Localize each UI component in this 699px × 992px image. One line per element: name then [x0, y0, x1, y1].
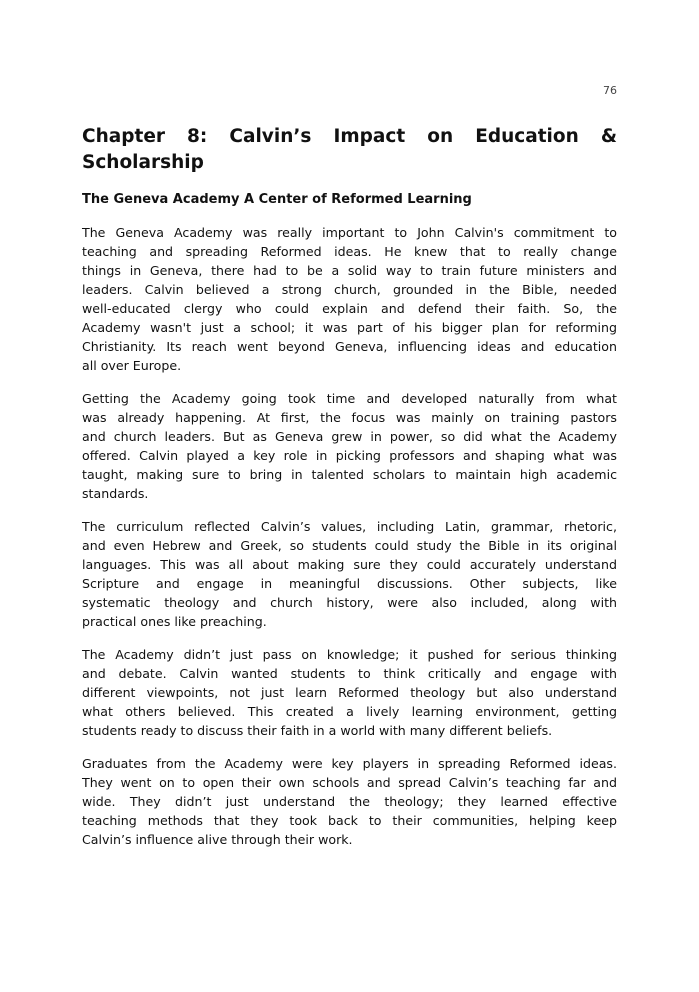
paragraph-line: offered. Calvin played a key role in picking professors and shaping what was: [82, 448, 617, 463]
paragraph: [82, 754, 617, 849]
paragraph-line: The curriculum reflected Calvin’s values, including Latin, grammar, rhetoric,: [82, 519, 617, 534]
paragraph: [82, 645, 617, 740]
paragraph-line: Calvin’s influence alive through their work.: [82, 832, 353, 847]
chapter-title-line: Scholarship: [82, 152, 204, 173]
paragraph-line: They went on to open their own schools and spread Calvin’s teaching far and: [82, 775, 617, 790]
paragraph: [82, 389, 617, 503]
chapter-title: [82, 124, 617, 176]
paragraph-line: teaching methods that they took back to their communities, helping keep: [82, 813, 617, 828]
paragraph-line: Academy wasn't just a school; it was part of his bigger plan for reforming: [82, 320, 617, 335]
paragraph-line: teaching and spreading Reformed ideas. He knew that to really change: [82, 244, 617, 259]
paragraph-line: taught, making sure to bring in talented scholars to maintain high academic: [82, 467, 617, 482]
paragraph: [82, 223, 617, 375]
paragraph: [82, 517, 617, 631]
paragraph-line: standards.: [82, 486, 149, 501]
chapter-title-line: Chapter 8: Calvin’s Impact on Education &: [82, 126, 617, 147]
paragraph-line: things in Geneva, there had to be a solid way to train future ministers and: [82, 263, 617, 278]
paragraph-line: languages. This was all about making sure they could accurately understand: [82, 557, 617, 572]
paragraph-line: leaders. Calvin believed a strong church, grounded in the Bible, needed: [82, 282, 617, 297]
paragraph-line: and debate. Calvin wanted students to think critically and engage with: [82, 666, 617, 681]
paragraph-line: practical ones like preaching.: [82, 614, 267, 629]
paragraph-line: Christianity. Its reach went beyond Geneva, influencing ideas and education: [82, 339, 617, 354]
page-number: 76: [603, 84, 617, 97]
section-title: The Geneva Academy A Center of Reformed Learning: [82, 192, 472, 207]
paragraph-line: well-educated clergy who could explain and defend their faith. So, the: [82, 301, 617, 316]
page-content: [82, 124, 617, 849]
paragraph-line: Getting the Academy going took time and developed naturally from what: [82, 391, 617, 406]
paragraph-line: different viewpoints, not just learn Reformed theology but also understand: [82, 685, 617, 700]
paragraph-line: students ready to discuss their faith in a world with many different beliefs.: [82, 723, 553, 738]
paragraph-line: The Geneva Academy was really important to John Calvin's commitment to: [82, 225, 617, 240]
paragraph-line: The Academy didn’t just pass on knowledge; it pushed for serious thinking: [82, 647, 617, 662]
paragraph-line: all over Europe.: [82, 358, 182, 373]
paragraph-line: wide. They didn’t just understand the theology; they learned effective: [82, 794, 617, 809]
paragraph-line: Graduates from the Academy were key players in spreading Reformed ideas.: [82, 756, 617, 771]
paragraph-line: was already happening. At first, the focus was mainly on training pastors: [82, 410, 617, 425]
paragraph-line: Scripture and engage in meaningful discussions. Other subjects, like: [82, 576, 617, 591]
paragraph-line: and church leaders. But as Geneva grew in power, so did what the Academy: [82, 429, 617, 444]
paragraph-line: and even Hebrew and Greek, so students could study the Bible in its original: [82, 538, 617, 553]
paragraph-line: what others believed. This created a lively learning environment, getting: [82, 704, 617, 719]
paragraph-line: systematic theology and church history, were also included, along with: [82, 595, 617, 610]
